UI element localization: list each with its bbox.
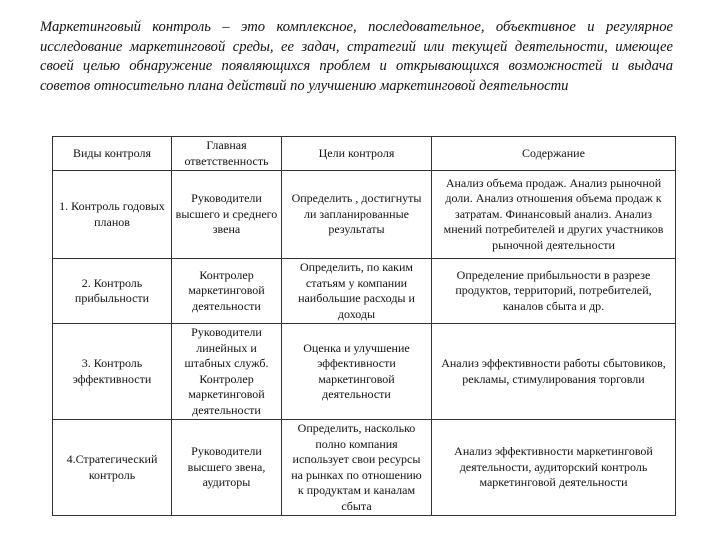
- marketing-control-table: [52, 136, 676, 516]
- header-cell-goals: Цели контроля: [282, 137, 432, 171]
- cell-goals: Определить, по каким статьям у компании наибольшие расходы и доходы: [282, 259, 432, 324]
- cell-responsibility: Руководители высшего звена, аудиторы: [172, 420, 282, 516]
- table-row: [53, 171, 676, 259]
- cell-responsibility: Руководители высшего и среднего звена: [172, 171, 282, 259]
- header-cell-content: Содержание: [432, 137, 676, 171]
- cell-content: Определение прибыльности в разрезе продуктов, территорий, потребителей, каналов сбыта и др.: [432, 259, 676, 324]
- intro-paragraph: Маркетинговый контроль – это комплексное, последовательное, объективное и регулярное исследование маркетинговой среды, ее задач, стратегий или текущей деятельности, имеющее своей целью обнаружение появляющихся проблем и открывающихся возможностей и выдача советов относительно плана действий по улучшению маркетинговой деятельности: [40, 19, 673, 94]
- cell-goals: Оценка и улучшение эффективности маркетинговой деятельности: [282, 324, 432, 420]
- table-row: [53, 420, 676, 516]
- cell-content: Анализ эффективности работы сбытовиков, рекламы, стимулирования торговли: [432, 324, 676, 420]
- table-row: [53, 324, 676, 420]
- cell-goals: Определить , достигнуты ли запланированные результаты: [282, 171, 432, 259]
- cell-control-type: 4.Стратегический контроль: [53, 420, 172, 516]
- cell-control-type: 1. Контроль годовых планов: [53, 171, 172, 259]
- cell-content: Анализ эффективности маркетинговой деятельности, аудиторский контроль маркетинговой деятельности: [432, 420, 676, 516]
- header-cell-responsibility: Главная ответственность: [172, 137, 282, 171]
- cell-responsibility: Руководители линейных и штабных служб. Контролер маркетинговой деятельности: [172, 324, 282, 420]
- cell-responsibility: Контролер маркетинговой деятельности: [172, 259, 282, 324]
- table-row: [53, 259, 676, 324]
- cell-content: Анализ объема продаж. Анализ рыночной доли. Анализ отношения объема продаж к затратам. Финансовый анализ. Анализ мнений потребителей и других участников рыночной деятельности: [432, 171, 676, 259]
- header-cell-control-type: Виды контроля: [53, 137, 172, 171]
- cell-control-type: 3. Контроль эффективности: [53, 324, 172, 420]
- cell-goals: Определить, насколько полно компания использует свои ресурсы на рынках по отношению к продуктам и каналам сбыта: [282, 420, 432, 516]
- table-header-row: [53, 137, 676, 171]
- cell-control-type: 2. Контроль прибыльности: [53, 259, 172, 324]
